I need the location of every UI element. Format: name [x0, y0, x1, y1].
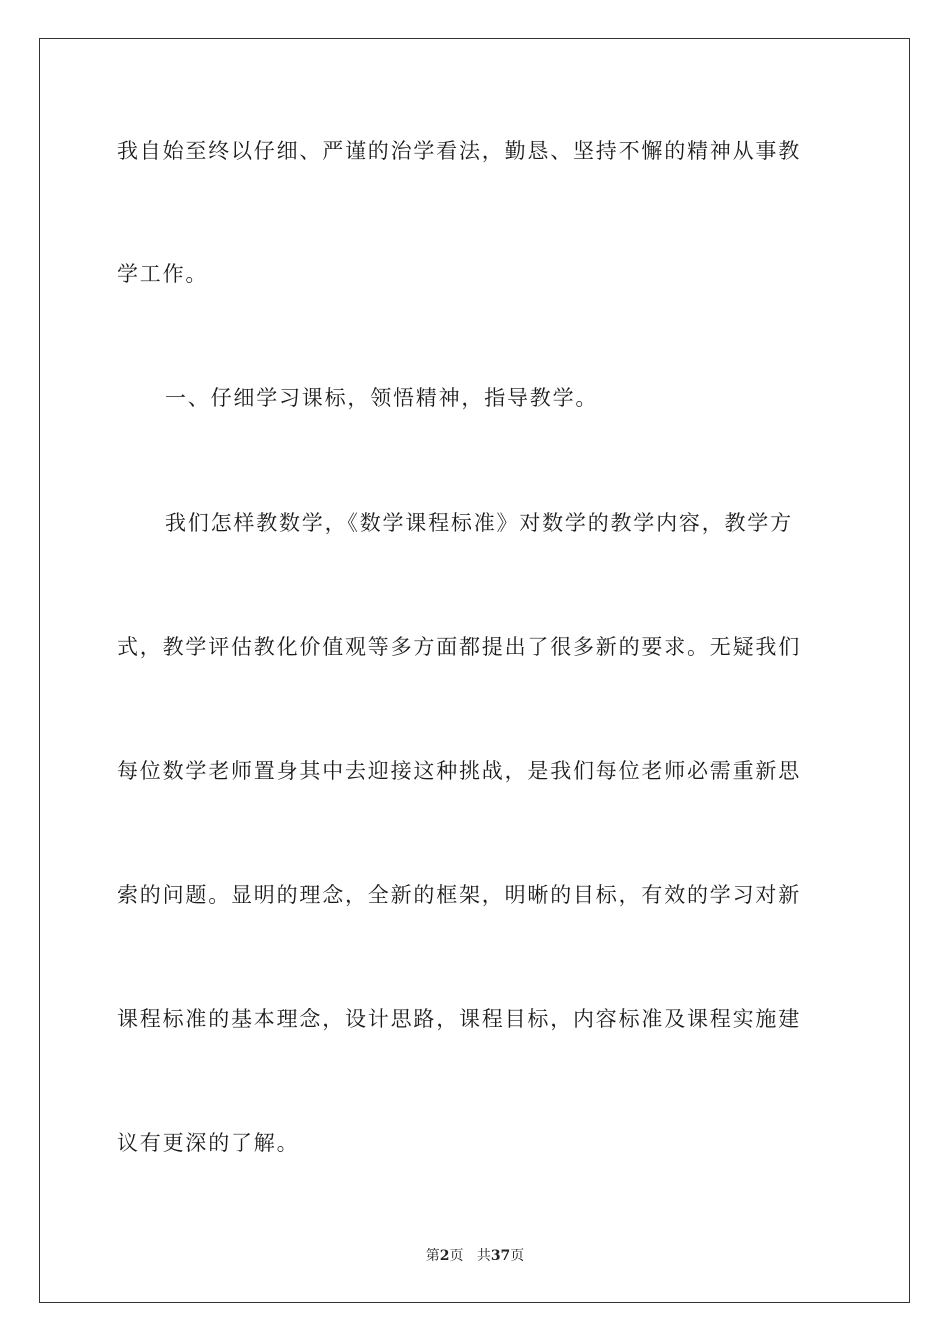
total-prefix: 共 — [476, 1248, 491, 1264]
paragraph-line: 我们怎样教数学，《数学课程标准》对数学的教学内容，教学方 — [165, 511, 793, 535]
page-total: 37 — [490, 1248, 511, 1264]
page-current: 2 — [439, 1248, 450, 1264]
paragraph-line: 学工作。 — [117, 262, 209, 286]
paragraph-line: 索的问题。显明的理念，全新的框架，明晰的目标，有效的学习对新 — [117, 883, 801, 907]
paragraph-line: 我自始至终以仔细、严谨的治学看法，勤恳、坚持不懈的精神从事教 — [117, 139, 801, 163]
page-suffix: 页 — [449, 1248, 464, 1264]
paragraph-line: 议有更深的了解。 — [117, 1131, 300, 1155]
total-suffix: 页 — [510, 1248, 525, 1264]
section-heading: 一、仔细学习课标，领悟精神，指导教学。 — [165, 386, 599, 410]
paragraph-line: 每位数学老师置身其中去迎接这种挑战，是我们每位老师必需重新思 — [117, 759, 801, 783]
page-border — [39, 38, 910, 1303]
page-footer — [0, 1246, 950, 1266]
paragraph-line: 课程标准的基本理念，设计思路，课程目标，内容标准及课程实施建 — [117, 1007, 801, 1031]
page-prefix: 第 — [425, 1248, 440, 1264]
paragraph-line: 式，教学评估教化价值观等多方面都提出了很多新的要求。无疑我们 — [117, 635, 801, 659]
